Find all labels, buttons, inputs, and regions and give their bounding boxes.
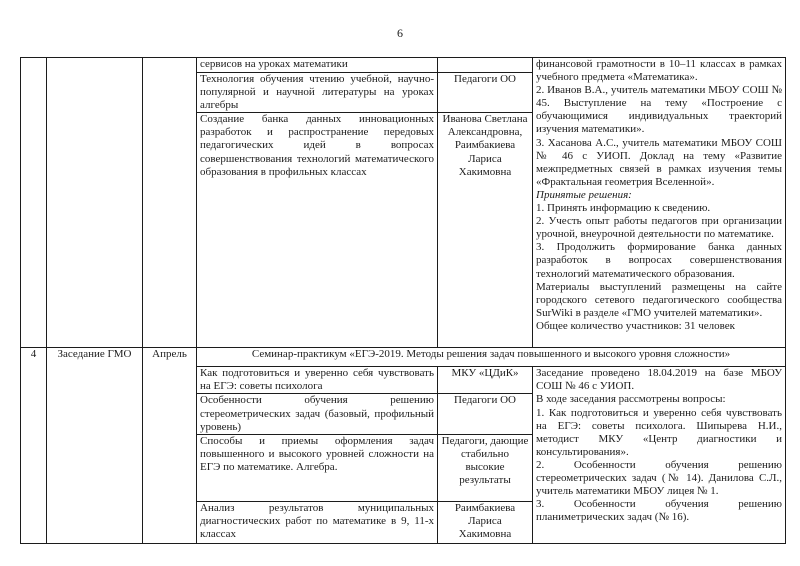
notes-paragraph: Заседание проведено 18.04.2019 на базе МБОУ СОШ № 46 с УИОП. [536,367,782,393]
table-row [21,58,786,73]
cell-speaker-4: МКУ «ЦДиК» [438,367,533,394]
notes-paragraph: финансовой грамотности в 10–11 классах в рамках учебного предмета «Математика». [536,58,782,84]
cell-form-empty [47,58,143,348]
notes-paragraph: 2. Особенности обучения решению стереометрических задач (№ 14). Данилова С.Л., учитель математики МБОУ лицея № 1. [536,458,782,498]
cell-speaker-3: Иванова Светлана Александровна, Раимбакиева Лариса Хакимовна [438,113,533,348]
cell-topic-1: сервисов на уроках математики [197,58,438,73]
page-number: 6 [397,26,403,40]
cell-topic-2: Технология обучения чтению учебной, научно-популярной и научной литературы на уроках алгебры [197,73,438,113]
cell-speaker-6: Педагоги, дающие стабильно высокие результаты [438,434,533,501]
cell-topic-4: Как подготовиться и уверенно себя чувствовать на ЕГЭ: советы психолога [197,367,438,394]
cell-month-empty [143,58,197,348]
notes-paragraph: 3. Продолжить формирование банка данных разработок в вопросах совершенствования технологий математического образования. [536,241,782,280]
notes-paragraph: 1. Принять информацию к сведению. [536,202,711,215]
cell-month: Апрель [143,348,197,543]
gmo-meeting-plan-table [20,57,786,544]
table-row [21,348,786,367]
cell-topic-5: Особенности обучения решению стереометрических задач (базовый, профильный уровень) [197,394,438,434]
notes-paragraph: 2. Иванов В.А., учитель математики МБОУ СОШ № 45. Выступление на тему «Построение с обучающимися индивидуальных траекторий изучения математики». [536,84,782,136]
cell-row-number: 4 [21,348,47,543]
notes-paragraph: 3. Хасанова А.С., учитель математики МБОУ СОШ № 46 с УИОП. Доклад на тему «Развитие межпредметных связей в рамках изучения темы «Фрактальная геометрия Вселенной». [536,136,782,188]
notes-paragraph: В ходе заседания рассмотрены вопросы: [536,393,726,406]
cell-meeting-notes-1 [533,58,786,348]
cell-meeting-form: Заседание ГМО [47,348,143,543]
notes-paragraph-decisions-heading: Принятые решения: [536,188,632,201]
cell-topic-6: Способы и приемы оформления задач повышенного и высокого уровней сложности на ЕГЭ по математике. Алгебра. [197,434,438,501]
cell-seminar-title: Семинар-практикум «ЕГЭ-2019. Методы решения задач повышенного и высокого уровня сложности» [197,348,786,367]
notes-paragraph: 3. Особенности обучения решению планиметрических задач (№ 16). [536,498,782,524]
notes-paragraph: 2. Учесть опыт работы педагогов при организации урочной, внеурочной деятельности по математике. [536,215,782,241]
cell-speaker-2: Педагоги ОО [438,73,533,113]
cell-speaker-5: Педагоги ОО [438,394,533,434]
cell-speaker-1 [438,58,533,73]
notes-paragraph: 1. Как подготовиться и уверенно себя чувствовать на ЕГЭ: советы психолога. Шипырева Н.И., методист МКУ «Центр диагностики и консультирования». [536,406,782,458]
notes-paragraph: Общее количество участников: 31 человек [536,319,735,332]
cell-topic-3: Создание банка данных инновационных разработок и распространение передовых педагогических идей в вопросах совершенствования технологий математического образования в профильных классах [197,113,438,348]
cell-number-empty [21,58,47,348]
notes-paragraph: Материалы выступлений размещены на сайте городского сетевого педагогического сообщества SurWiki в разделе «ГМО учителей математики». [536,280,782,319]
cell-topic-7: Анализ результатов муниципальных диагностических работ по математике в 9, 11-х классах [197,501,438,543]
cell-meeting-notes-2 [533,367,786,543]
cell-speaker-7: Раимбакиева Лариса Хакимовна [438,501,533,543]
